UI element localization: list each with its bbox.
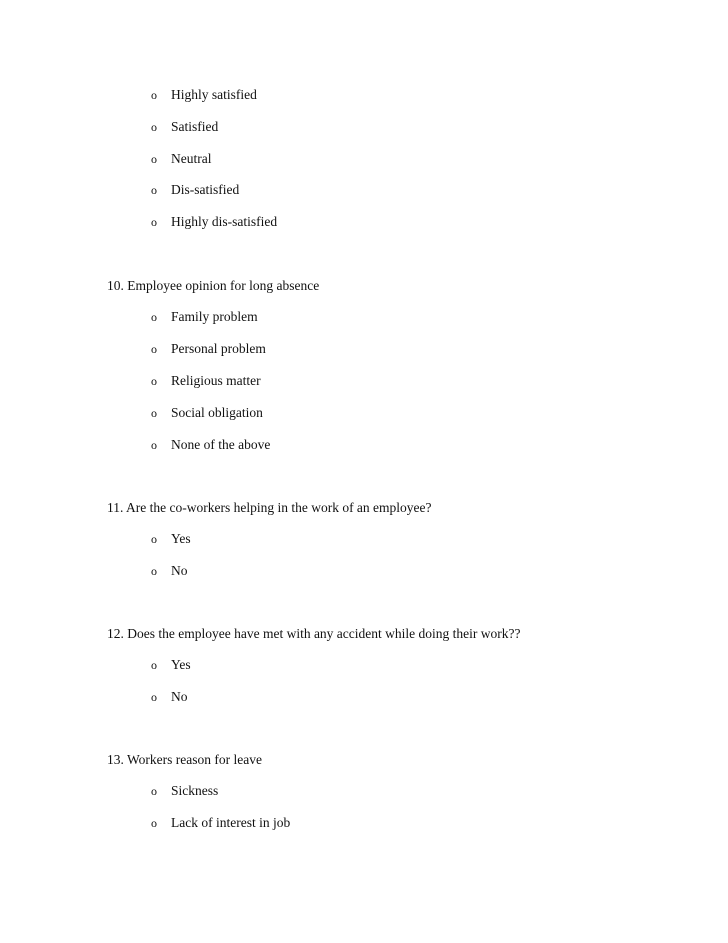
bullet-icon: o	[151, 310, 157, 324]
option-label: Highly satisfied	[171, 87, 257, 102]
question-text: 13. Workers reason for leave	[107, 752, 262, 767]
option-label: Highly dis-satisfied	[171, 214, 278, 229]
question-text: 10. Employee opinion for long absence	[107, 278, 320, 293]
option-label: Religious matter	[171, 373, 261, 388]
option-label: Personal problem	[171, 341, 266, 356]
bullet-icon: o	[151, 406, 157, 420]
bullet-icon: o	[151, 690, 157, 704]
bullet-icon: o	[151, 88, 157, 102]
bullet-icon: o	[151, 784, 157, 798]
option-label: Yes	[171, 531, 191, 546]
option-label: None of the above	[171, 437, 271, 452]
option-label: Dis-satisfied	[171, 182, 240, 197]
option-label: Family problem	[171, 309, 258, 324]
bullet-icon: o	[151, 438, 157, 452]
bullet-icon: o	[151, 342, 157, 356]
option-label: Social obligation	[171, 405, 263, 420]
bullet-icon: o	[151, 152, 157, 166]
option-label: Sickness	[171, 783, 219, 798]
question-text: 12. Does the employee have met with any accident while doing their work??	[107, 626, 521, 641]
bullet-icon: o	[151, 564, 157, 578]
option-label: Yes	[171, 657, 191, 672]
option-label: No	[171, 563, 188, 578]
option-label: Neutral	[171, 151, 212, 166]
bullet-icon: o	[151, 816, 157, 830]
bullet-icon: o	[151, 215, 157, 229]
option-label: No	[171, 689, 188, 704]
option-label: Lack of interest in job	[171, 815, 291, 830]
bullet-icon: o	[151, 183, 157, 197]
bullet-icon: o	[151, 374, 157, 388]
question-text: 11. Are the co-workers helping in the work of an employee?	[107, 500, 432, 515]
bullet-icon: o	[151, 532, 157, 546]
bullet-icon: o	[151, 120, 157, 134]
bullet-icon: o	[151, 658, 157, 672]
option-label: Satisfied	[171, 119, 219, 134]
